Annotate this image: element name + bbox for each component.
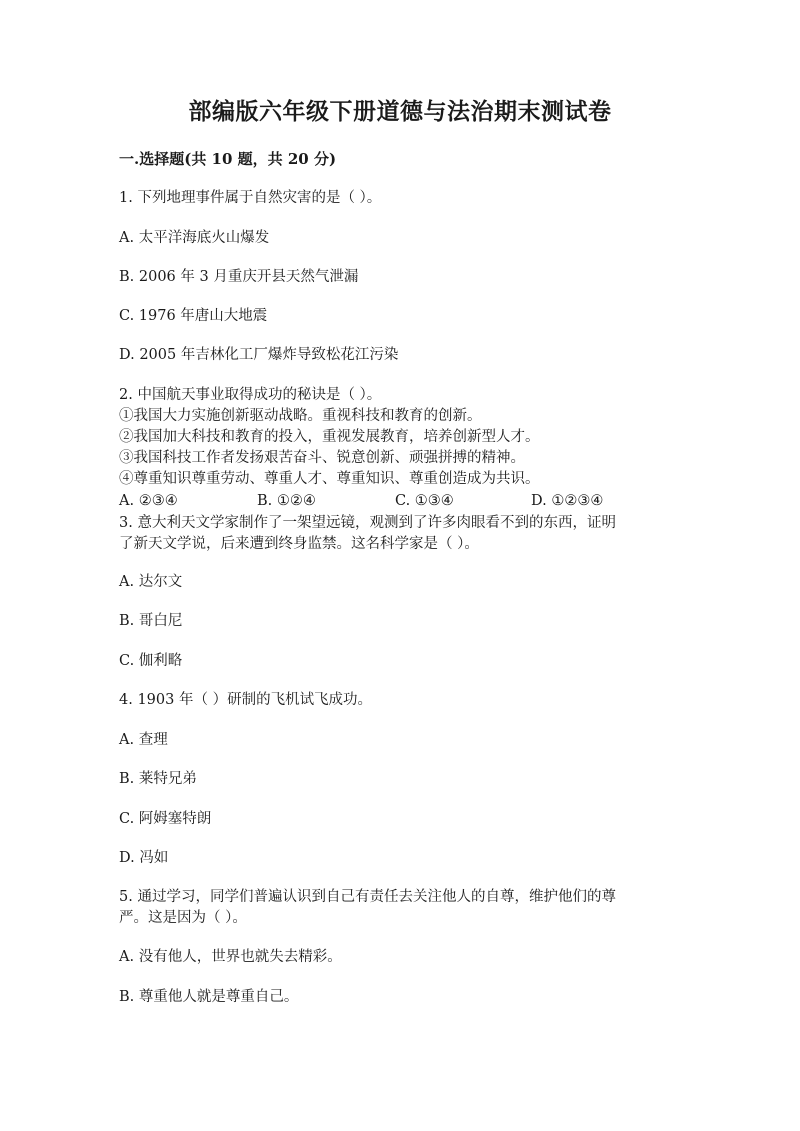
question-1-option-b: B. 2006 年 3 月重庆开县天然气泄漏	[119, 269, 359, 285]
question-3-option-a: A. 达尔文	[119, 574, 183, 590]
question-4-option-c: C. 阿姆塞特朗	[119, 811, 212, 827]
question-1-stem: 1. 下列地理事件属于自然灾害的是（ ）。	[119, 190, 382, 206]
question-4-option-b: B. 莱特兄弟	[119, 771, 197, 787]
question-5-stem-line-2: 严。这是因为（ ）。	[119, 910, 247, 926]
question-2-statement-4: ④尊重知识尊重劳动、尊重人才、尊重知识、尊重创造成为共识。	[119, 471, 540, 487]
question-2-option-a: A. ②③④	[119, 493, 178, 509]
question-4-option-a: A. 查理	[119, 732, 168, 748]
question-2-option-d: D. ①②③④	[531, 493, 604, 509]
question-2-stem: 2. 中国航天事业取得成功的秘诀是（ ）。	[119, 387, 382, 403]
question-3-stem-line-2: 了新天文学说，后来遭到终身监禁。这名科学家是（ ）。	[119, 536, 479, 552]
question-2-statement-2: ②我国加大科技和教育的投入，重视发展教育，培养创新型人才。	[119, 429, 540, 445]
question-2-option-c: C. ①③④	[395, 493, 454, 509]
question-2-option-b: B. ①②④	[257, 493, 316, 509]
question-2-statement-1: ①我国大力实施创新驱动战略。重视科技和教育的创新。	[119, 408, 482, 424]
question-5-option-b: B. 尊重他人就是尊重自己。	[119, 989, 299, 1005]
question-3-option-c: C. 伽利略	[119, 653, 183, 669]
question-1-option-a: A. 太平洋海底火山爆发	[119, 230, 270, 246]
question-1-option-c: C. 1976 年唐山大地震	[119, 308, 268, 324]
page-title: 部编版六年级下册道德与法治期末测试卷	[188, 98, 612, 125]
question-4-option-d: D. 冯如	[119, 850, 169, 866]
question-5-stem-line-1: 5. 通过学习，同学们普遍认识到自己有责任去关注他人的自尊，维护他们的尊	[119, 889, 616, 905]
question-5-option-a: A. 没有他人，世界也就失去精彩。	[119, 949, 342, 965]
section-heading: 一.选择题(共 10 题，共 20 分)	[119, 150, 337, 168]
question-2-statement-3: ③我国科技工作者发扬艰苦奋斗、锐意创新、顽强拼搏的精神。	[119, 450, 525, 466]
question-3-stem-line-1: 3. 意大利天文学家制作了一架望远镜，观测到了许多肉眼看不到的东西，证明	[119, 515, 616, 531]
question-3-option-b: B. 哥白尼	[119, 613, 183, 629]
question-1-option-d: D. 2005 年吉林化工厂爆炸导致松花江污染	[119, 347, 399, 363]
question-4-stem: 4. 1903 年（ ）研制的飞机试飞成功。	[119, 692, 373, 708]
